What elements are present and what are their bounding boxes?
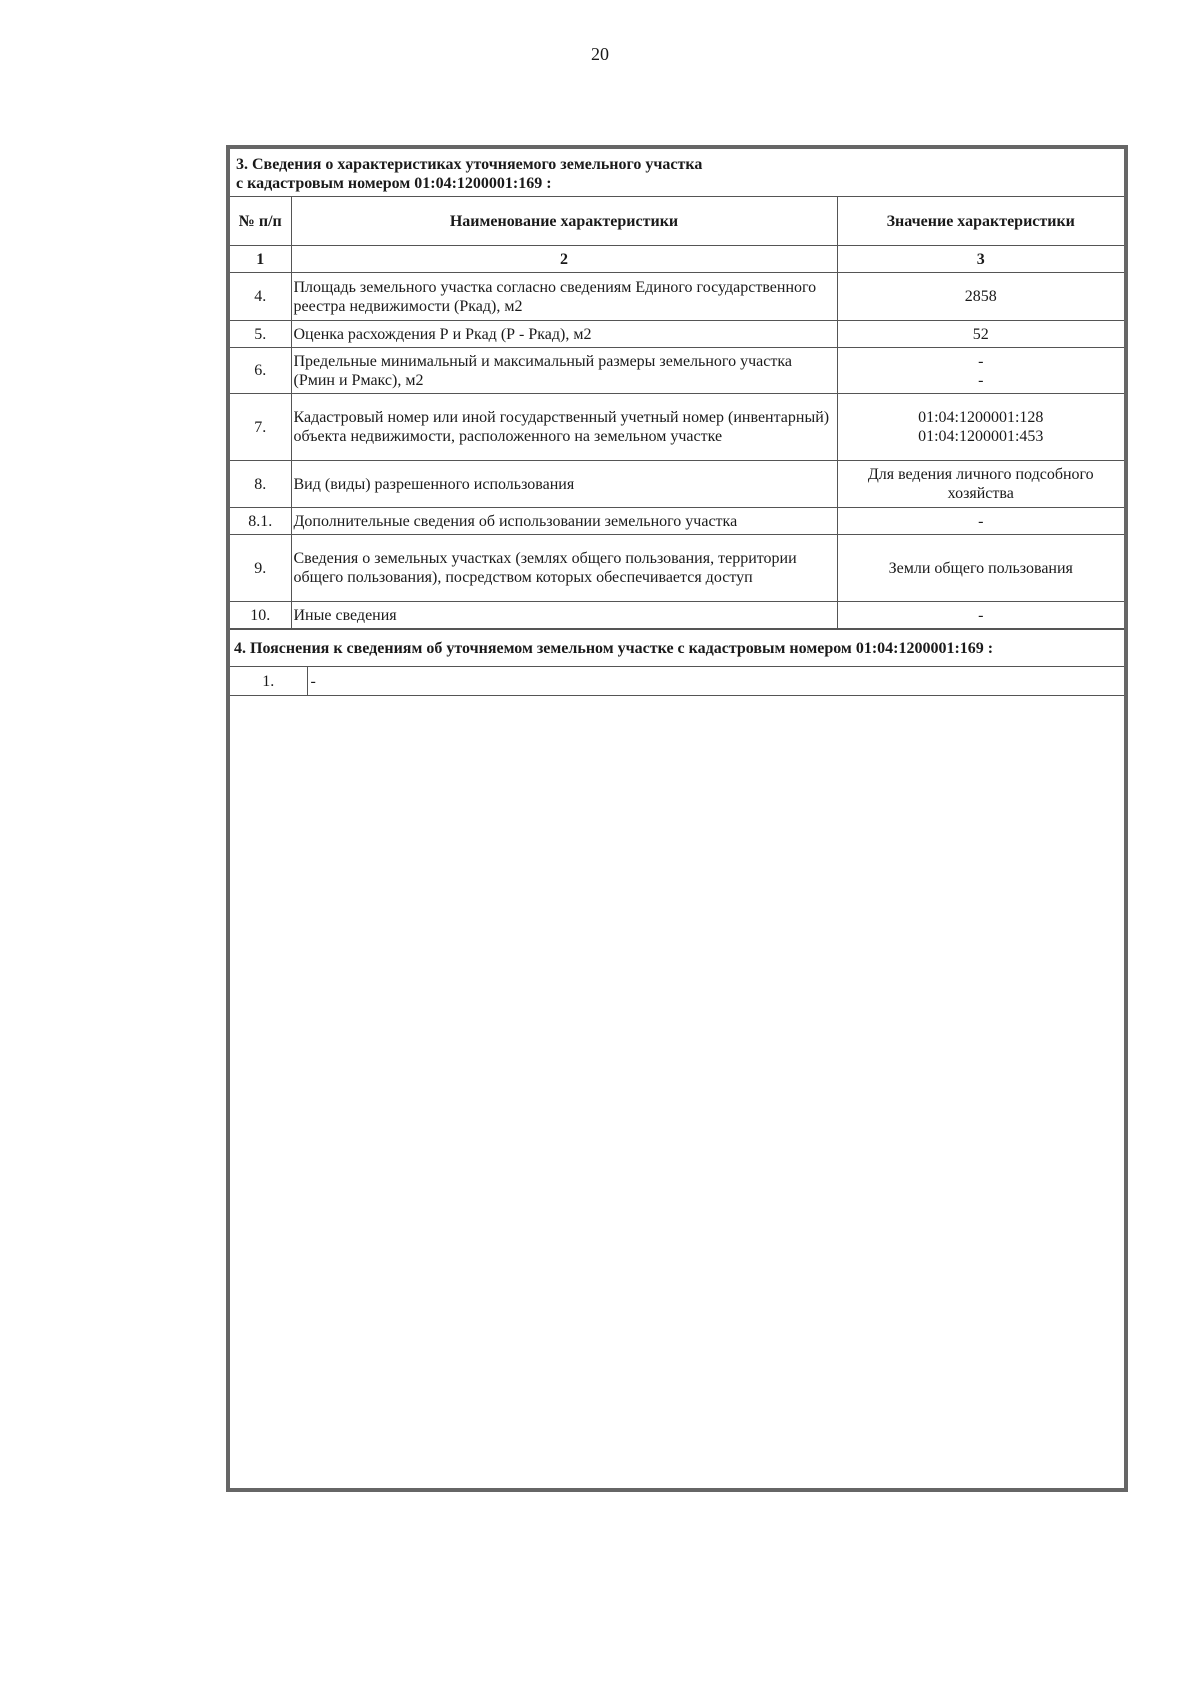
characteristic-name: Дополнительные сведения об использовании земельного участка <box>291 508 837 535</box>
characteristic-name: Сведения о земельных участках (землях общего пользования, территории общего пользования), посредством которых обеспечивается доступ <box>291 535 837 602</box>
table-row <box>230 602 1124 629</box>
value-line: - <box>978 606 984 624</box>
value-line: 2858 <box>964 288 997 305</box>
table-row <box>230 508 1124 535</box>
row-number: 5. <box>230 321 291 348</box>
characteristic-value <box>837 348 1124 394</box>
header-name: Наименование характеристики <box>291 197 837 246</box>
section4-table <box>230 629 1124 696</box>
value-line: Для ведения личного подсобного хозяйства <box>867 466 1094 502</box>
row-number: 7. <box>230 394 291 461</box>
value-line: - <box>978 371 984 389</box>
column-number-2: 2 <box>291 246 837 273</box>
characteristic-value <box>837 461 1124 508</box>
table-row <box>230 535 1124 602</box>
table-row <box>230 394 1124 461</box>
characteristic-name: Кадастровый номер или иной государственный учетный номер (инвентарный) объекта недвижимости, расположенного на земельном участке <box>291 394 837 461</box>
section4-rows <box>230 667 1124 696</box>
value-line: Земли общего пользования <box>888 559 1073 577</box>
characteristic-name: Оценка расхождения Р и Ркад (Р - Ркад), м2 <box>291 321 837 348</box>
characteristic-name: Иные сведения <box>291 602 837 629</box>
column-number-1: 1 <box>230 246 291 273</box>
table-row <box>230 321 1124 348</box>
section4-title: 4. Пояснения к сведениям об уточняемом земельном участке с кадастровым номером 01:04:1200001:169 : <box>230 630 1124 667</box>
characteristic-value <box>837 273 1124 321</box>
characteristic-name: Площадь земельного участка согласно сведениям Единого государственного реестра недвижимости (Ркад), м2 <box>291 273 837 321</box>
column-number-3: 3 <box>837 246 1124 273</box>
page-number: 20 <box>591 44 609 64</box>
table-row <box>230 348 1124 394</box>
value-line: - <box>978 352 984 370</box>
note-row <box>230 667 1124 696</box>
row-number: 4. <box>230 273 291 321</box>
note-text: - <box>307 667 1124 696</box>
row-number: 6. <box>230 348 291 394</box>
section3-title <box>230 149 1124 197</box>
header-value: Значение характеристики <box>837 197 1124 246</box>
value-line: 52 <box>972 325 989 343</box>
characteristic-value <box>837 602 1124 629</box>
characteristic-name: Вид (виды) разрешенного использования <box>291 461 837 508</box>
characteristic-value <box>837 508 1124 535</box>
note-number: 1. <box>230 667 307 696</box>
table-row <box>230 273 1124 321</box>
section3-table <box>230 149 1124 629</box>
row-number: 10. <box>230 602 291 629</box>
section3-title-line2: с кадастровым номером 01:04:1200001:169 : <box>236 175 552 192</box>
row-number: 8.1. <box>230 508 291 535</box>
value-line: - <box>978 512 984 530</box>
characteristic-value <box>837 321 1124 348</box>
characteristic-name: Предельные минимальный и максимальный размеры земельного участка (Рмин и Рмакс), м2 <box>291 348 837 394</box>
section3-rows <box>230 273 1124 629</box>
characteristic-value <box>837 535 1124 602</box>
table-row <box>230 461 1124 508</box>
characteristic-value <box>837 394 1124 461</box>
row-number: 8. <box>230 461 291 508</box>
header-num: № п/п <box>230 197 291 246</box>
section3-title-line1: 3. Сведения о характеристиках уточняемого земельного участка <box>236 156 703 173</box>
land-plot-form <box>226 145 1128 1492</box>
value-line: 01:04:1200001:453 <box>918 428 1044 445</box>
value-line: 01:04:1200001:128 <box>918 409 1044 426</box>
row-number: 9. <box>230 535 291 602</box>
